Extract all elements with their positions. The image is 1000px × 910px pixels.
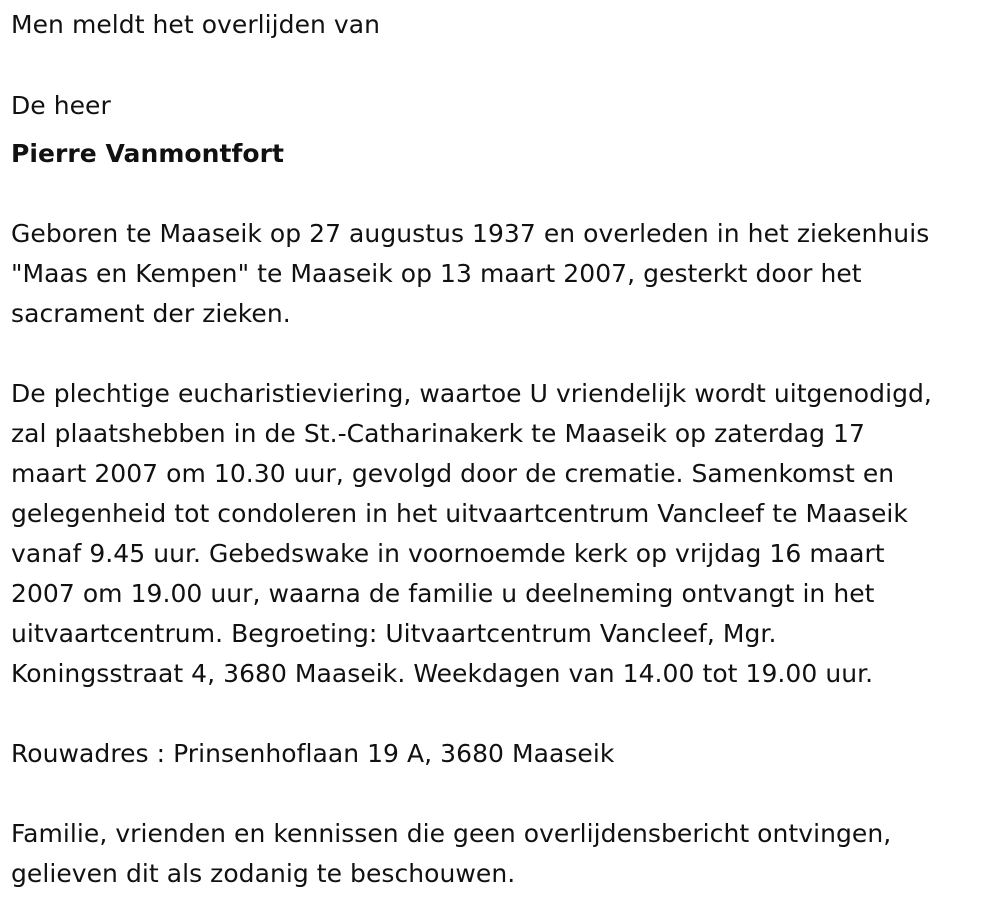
honorific: De heer [11, 91, 111, 120]
paragraph-line: uitvaartcentrum. Begroeting: Uitvaartcentrum Vancleef, Mgr. [11, 619, 777, 648]
paragraph-line: maart 2007 om 10.30 uur, gevolgd door de crematie. Samenkomst en [11, 459, 895, 488]
paragraph-line: vanaf 9.45 uur. Gebedswake in voornoemde kerk op vrijdag 16 maart [11, 539, 885, 568]
paragraph-line: Koningsstraat 4, 3680 Maaseik. Weekdagen van 14.00 tot 19.00 uur. [11, 659, 874, 688]
paragraph-line: Geboren te Maaseik op 27 augustus 1937 en overleden in het ziekenhuis [11, 219, 930, 248]
paragraph-line: zal plaatshebben in de St.-Catharinakerk te Maaseik op zaterdag 17 [11, 419, 865, 448]
paragraph-line: "Maas en Kempen" te Maaseik op 13 maart 2007, gesterkt door het [11, 259, 862, 288]
intro-line: Men meldt het overlijden van [11, 10, 381, 39]
deceased-name: Pierre Vanmontfort [11, 139, 285, 168]
paragraph-line: gelieven dit als zodanig te beschouwen. [11, 859, 516, 888]
paragraph-line: 2007 om 19.00 uur, waarna de familie u deelneming ontvangt in het [11, 579, 875, 608]
paragraph-line: Familie, vrienden en kennissen die geen overlijdensbericht ontvingen, [11, 819, 892, 848]
paragraph-line: gelegenheid tot condoleren in het uitvaartcentrum Vancleef te Maaseik [11, 499, 908, 528]
paragraph-line: De plechtige eucharistieviering, waartoe U vriendelijk wordt uitgenodigd, [11, 379, 932, 408]
mourning-address: Rouwadres : Prinsenhoflaan 19 A, 3680 Maaseik [11, 739, 615, 768]
paragraph-line: sacrament der zieken. [11, 299, 291, 328]
